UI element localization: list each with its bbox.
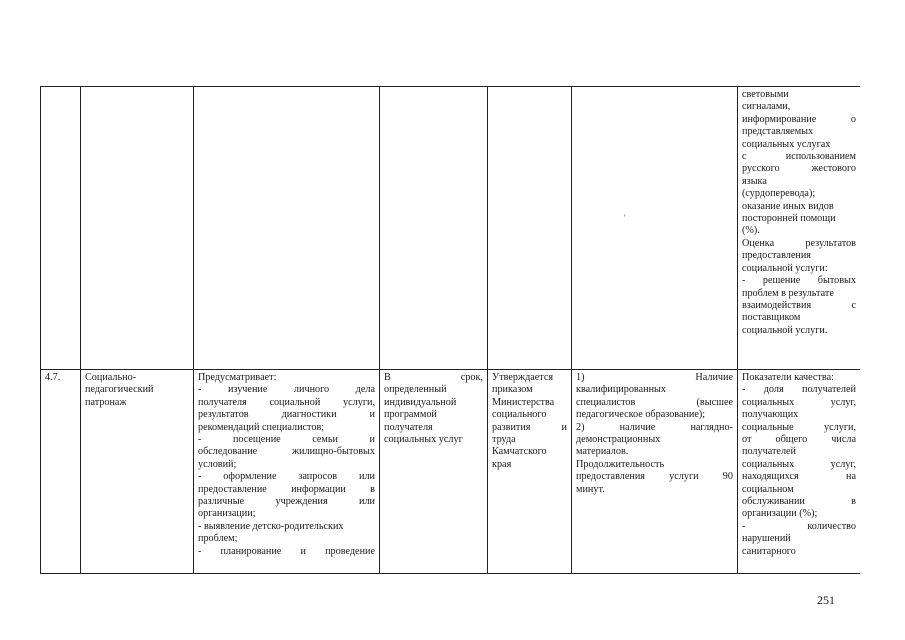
text-line: индивидуальной (384, 396, 457, 408)
text-line: Министерства (492, 396, 555, 408)
text-line: социальных услуг, (742, 396, 856, 408)
document-table-frame (40, 86, 860, 575)
text-line: социальной услуги. (742, 324, 828, 336)
text-line: развития и (492, 421, 567, 433)
text-line: - доля получателей (742, 384, 856, 396)
text-line: материалов. (576, 446, 629, 458)
text-line: края (492, 458, 512, 470)
text-line: обслуживании в (742, 496, 856, 508)
service-number: 4.7. (45, 372, 61, 383)
text-line: приказом (492, 384, 533, 396)
text-line: демонстрационных (576, 434, 661, 446)
text-line: сигналами, (742, 101, 791, 113)
text-line: Оценка результатов (742, 237, 856, 249)
cell-approval-empty (488, 87, 572, 370)
text-line: - изучение личного дела (198, 384, 375, 396)
text-line: рекомендаций специалистов; (198, 421, 325, 433)
text-line: - оформление запросов или (198, 471, 375, 483)
text-line: различные учреждения или (198, 496, 375, 508)
cell-service-conditions (572, 370, 738, 574)
table-row-continuation (41, 87, 861, 370)
text-line: получающих (742, 409, 799, 421)
text-line: социальных услугах (742, 138, 831, 150)
text-line: предоставления услуги 90 (576, 471, 733, 483)
text-line: информирование о (742, 113, 856, 125)
cell-term-empty (380, 87, 488, 370)
text-line: программой (384, 409, 437, 421)
cell-service-name (81, 370, 194, 574)
text-line: получателя (384, 421, 433, 433)
text-line: поставщиком (742, 312, 801, 324)
text-line: В срок, (384, 372, 483, 383)
text-line: обследование жилищно-бытовых (198, 446, 375, 458)
text-line: социальном (742, 483, 794, 495)
text-line: - планирование и проведение (198, 545, 375, 557)
page-number: 251 (817, 593, 835, 607)
text-line: - количество (742, 520, 856, 532)
text-line: педагогическое образование); (576, 409, 706, 421)
table-row-4-7 (41, 370, 861, 574)
cell-conditions-empty (572, 87, 738, 370)
text-line: педагогический (85, 384, 154, 396)
text-line: Камчатского (492, 446, 547, 458)
text-line: результатов диагностики и (198, 409, 375, 421)
text-line: предоставления (742, 250, 811, 262)
text-line: русского жестового (742, 163, 856, 175)
text-line: Социально- (85, 372, 137, 383)
cell-name-empty (81, 87, 194, 370)
text-line: квалифицированных (576, 384, 666, 396)
text-line: Предусматривает: (198, 372, 277, 383)
text-line: санитарного (742, 545, 796, 557)
text-line: Продолжительность (576, 458, 665, 470)
text-line: проблем; (198, 533, 238, 545)
cell-service-quality (738, 370, 861, 574)
cell-number-empty (41, 87, 81, 370)
text-line: нарушений (742, 533, 791, 545)
cell-description-empty (194, 87, 380, 370)
cell-quality-continuation (738, 87, 861, 370)
text-line: Показатели качества: (742, 372, 834, 383)
text-line: (%). (742, 225, 760, 237)
text-line: посторонней помощи (742, 213, 836, 225)
services-table (40, 86, 860, 574)
text-line: Утверждается (492, 372, 554, 383)
text-line: социальных услуг, (742, 458, 856, 470)
text-line: социальные услуги, (742, 421, 856, 433)
text-line: (сурдоперевода); (742, 188, 816, 200)
text-line: предоставление информации в (198, 483, 375, 495)
text-line: - решение бытовых (742, 275, 856, 287)
stray-mark: ' (624, 213, 626, 223)
cell-service-approval (488, 370, 572, 574)
text-line: от общего числа (742, 434, 856, 446)
text-line: языка (742, 175, 767, 187)
text-line: организации (%); (742, 508, 818, 520)
text-line: представляемых (742, 126, 814, 138)
text-line: проблем в результате (742, 287, 834, 299)
cell-service-description (194, 370, 380, 574)
text-line: световыми (742, 89, 789, 100)
cell-service-number (41, 370, 81, 574)
text-line: условий; (198, 458, 237, 470)
text-line: 1) Наличие (576, 372, 733, 383)
text-line: определенный (384, 384, 447, 396)
text-line: социального (492, 409, 547, 421)
text-line: - выявление детско-родительских (198, 520, 344, 532)
text-line: находящихся на (742, 471, 856, 483)
text-line: организации; (198, 508, 256, 520)
text-line: взаимодействия с (742, 299, 856, 311)
text-line: специалистов (высшее (576, 396, 733, 408)
text-line: патронаж (85, 396, 127, 408)
text-line: оказание иных видов (742, 200, 834, 212)
text-line: получателя социальной услуги, (198, 396, 375, 408)
text-line: получателей (742, 446, 797, 458)
text-line: социальной услуги: (742, 262, 828, 274)
text-line: социальных услуг (384, 434, 463, 446)
text-line: минут. (576, 483, 605, 495)
text-line: труда (492, 434, 516, 446)
text-line: 2) наличие наглядно- (576, 421, 733, 433)
text-line: с использованием (742, 151, 856, 163)
cell-service-term (380, 370, 488, 574)
text-line: - посещение семьи и (198, 434, 375, 446)
